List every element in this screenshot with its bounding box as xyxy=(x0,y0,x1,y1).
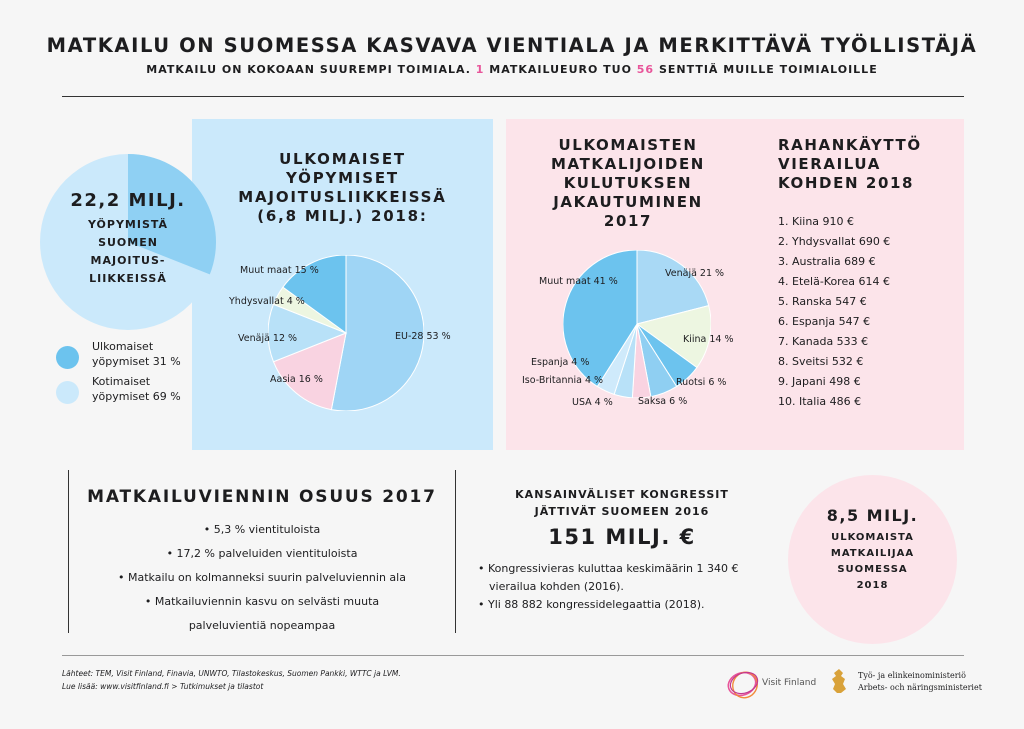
divider-left xyxy=(68,470,69,633)
spending-distribution-heading: ULKOMAISTEN MATKALIJOIDEN KULUTUKSEN JAKAUTUMINEN 2017 xyxy=(551,136,705,230)
congress-list xyxy=(478,560,778,614)
list-item: 9. Japani 498 € xyxy=(778,375,861,388)
list-item: 10. Italia 486 € xyxy=(778,395,862,408)
list-item: • Yli 88 882 kongressidelegaattia (2018). xyxy=(478,598,705,611)
pie1-label-venaja: Venäjä 12 % xyxy=(238,333,298,344)
list-item: • Kongressivieras kuluttaa keskimäärin 1 340 € xyxy=(478,562,739,575)
pie2-label-kiina: Kiina 14 % xyxy=(683,334,734,345)
list-item: • 17,2 % palveluiden vientituloista xyxy=(166,547,358,560)
list-item: 1. Kiina 910 € xyxy=(778,215,855,228)
legend-swatch-foreign xyxy=(56,346,79,369)
page-subtitle: MATKAILU ON KOKOAAN SUUREMPI TOIMIALA. 1 MATKAILUEURO TUO 56 SENTTIÄ MUILLE TOIMIALOILLE xyxy=(146,63,878,76)
list-item: 4. Etelä-Korea 614 € xyxy=(778,275,890,288)
legend-swatch-domestic xyxy=(56,381,79,404)
list-item: 2. Yhdysvallat 690 € xyxy=(778,235,891,248)
visit-finland-logo-icon xyxy=(724,664,764,704)
ministry-name: Työ- ja elinkeinoministeriö Arbets- och näringsministeriet xyxy=(858,671,982,692)
list-item: 5. Ranska 547 € xyxy=(778,295,867,308)
overnights-caption: YÖPYMISTÄ SUOMEN MAJOITUS- LIIKKEISSÄ xyxy=(87,218,169,285)
pie2-label-usa: USA 4 % xyxy=(572,397,613,408)
visitors-value: 8,5 MILJ. xyxy=(826,506,919,525)
pie2-label-uk: Iso-Britannia 4 % xyxy=(522,375,604,386)
pie2-label-espanja: Espanja 4 % xyxy=(531,357,590,368)
header-divider xyxy=(62,96,964,97)
pie2-label-muut: Muut maat 41 % xyxy=(539,276,618,287)
list-item: 7. Kanada 533 € xyxy=(778,335,869,348)
pie2-label-venaja: Venäjä 21 % xyxy=(665,268,725,279)
list-item: • 5,3 % vientituloista xyxy=(203,523,321,536)
list-item: 8. Sveitsi 532 € xyxy=(778,355,864,368)
list-item: 3. Australia 689 € xyxy=(778,255,876,268)
legend-foreign: Ulkomaiset yöpymiset 31 % xyxy=(92,340,181,368)
page-title: MATKAILU ON SUOMESSA KASVAVA VIENTIALA JA MERKITTÄVÄ TYÖLLISTÄJÄ xyxy=(46,34,978,57)
export-share-list xyxy=(70,518,454,638)
spending-per-visit-heading: RAHANKÄYTTÖ VIERAILUA KOHDEN 2018 xyxy=(778,136,922,192)
pie2-label-ruotsi: Ruotsi 6 % xyxy=(676,377,727,388)
congress-value: 151 MILJ. € xyxy=(548,525,696,549)
footer-more-link[interactable]: Lue lisää: www.visitfinland.fi > Tutkimukset ja tilastot xyxy=(62,682,264,691)
visit-finland-name: Visit Finland xyxy=(762,678,817,688)
list-item: vierailua kohden (2016). xyxy=(489,580,624,593)
list-item: 6. Espanja 547 € xyxy=(778,315,871,328)
pie1-label-usa: Yhdysvallat 4 % xyxy=(229,296,305,307)
pie1-label-muut: Muut maat 15 % xyxy=(240,265,319,276)
congress-heading: KANSAINVÄLISET KONGRESSIT JÄTTIVÄT SUOMEEN 2016 xyxy=(515,488,729,518)
ministry-lion-icon xyxy=(828,667,850,695)
divider-middle xyxy=(455,470,456,633)
list-item: palveluvientiä nopeampaa xyxy=(188,619,336,632)
legend-domestic: Kotimaiset yöpymiset 69 % xyxy=(92,375,181,403)
footer-sources: Lähteet: TEM, Visit Finland, Finavia, UNWTO, Tilastokeskus, Suomen Pankki, WTTC ja LVM. xyxy=(62,669,401,678)
list-item: • Matkailu on kolmanneksi suurin palveluviennin ala xyxy=(118,571,406,584)
visitors-caption: ULKOMAISTA MATKAILIJAA SUOMESSA 2018 xyxy=(830,532,915,591)
spending-per-visit-list xyxy=(778,212,890,412)
overnights-value: 22,2 MILJ. xyxy=(70,190,186,211)
pie2-label-saksa: Saksa 6 % xyxy=(638,396,688,407)
pie1-label-eu: EU-28 53 % xyxy=(395,331,451,342)
footer-divider xyxy=(62,655,964,656)
pie1-label-aasia: Aasia 16 % xyxy=(270,374,323,385)
foreign-overnights-heading: ULKOMAISET YÖPYMISET MAJOITUSLIIKKEISSÄ (6,8 MILJ.) 2018: xyxy=(238,150,447,225)
export-share-heading: MATKAILUVIENNIN OSUUS 2017 xyxy=(87,487,437,507)
list-item: • Matkailuviennin kasvu on selvästi muuta xyxy=(144,595,380,608)
